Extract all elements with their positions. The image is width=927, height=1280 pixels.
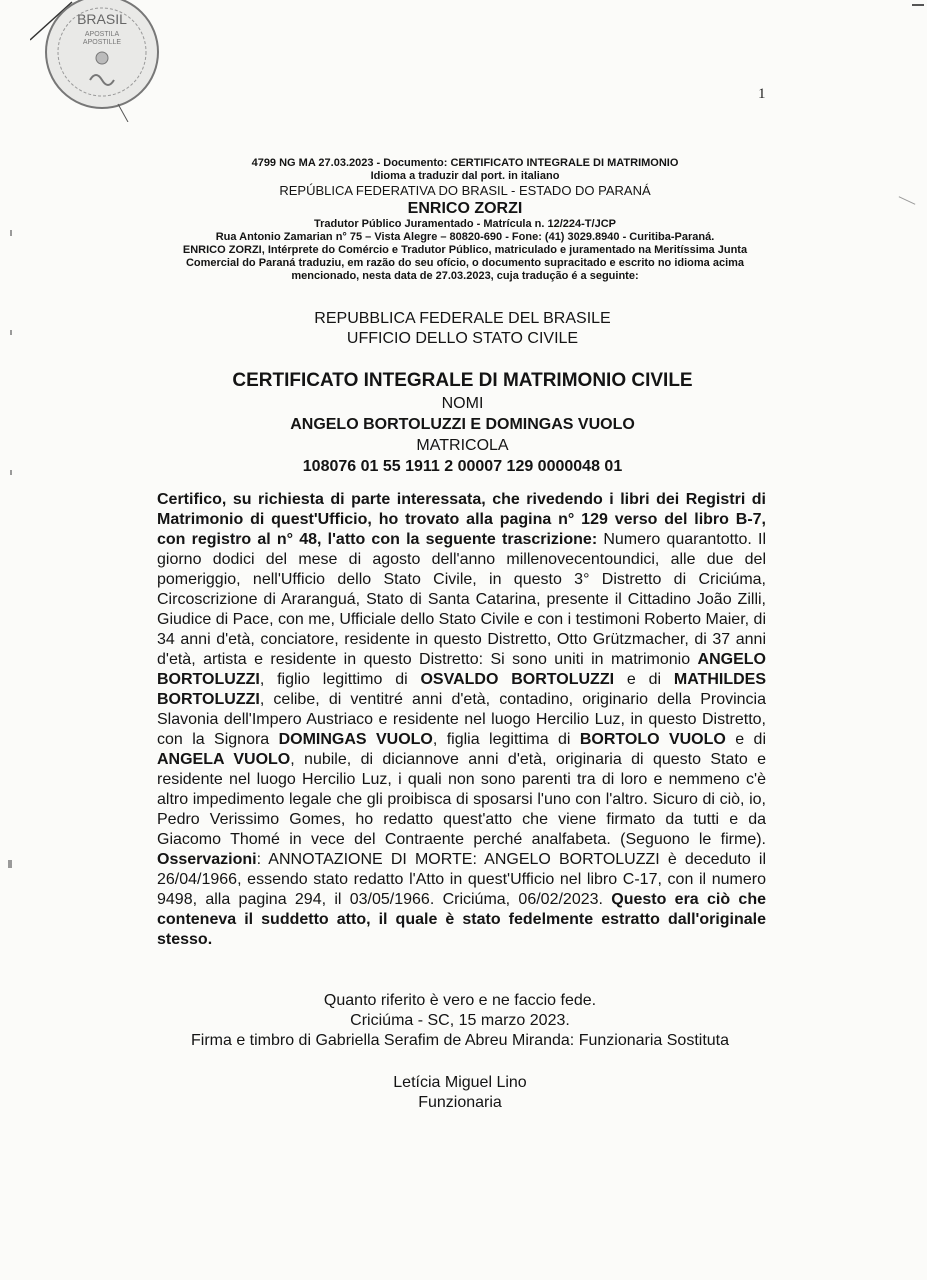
translator-address: Rua Antonio Zamarian n° 75 – Vista Alegre – 80820-690 - Fone: (41) 3029.8940 - Curitiba-Paraná. <box>215 231 715 243</box>
attestation-line: Quanto riferito è vero e ne faccio fede. <box>323 992 597 1009</box>
seal-text-brasil: BRASIL <box>77 11 127 27</box>
target-language: Idioma a traduzir dal port. in italiano <box>370 170 560 182</box>
certificate-title: CERTIFICATO INTEGRALE DI MATRIMONIO CIVILE <box>232 370 693 391</box>
page-number: 1 <box>758 86 766 102</box>
body-text-4: , celibe, di ventitré anni d'età, contadino, originario della Provincia Slavonia dell'Impero Austriaco e residente nel luogo Hercilio Luz, in questo Distretto, con la Signora <box>157 691 766 748</box>
closing-statement <box>150 991 770 1051</box>
signer-name: Letícia Miguel Lino <box>393 1074 527 1091</box>
translator-name: ENRICO ZORZI <box>407 200 523 217</box>
office-country: REPUBBLICA FEDERALE DEL BRASILE <box>314 310 611 327</box>
body-intro: Certifico, su richiesta di parte interessata, che rivedendo i libri dei Registri di Matrimonio di quest'Ufficio, ho trovato alla pagina n° 129 verso del libro B-7, con registro al n° 48, l'atto con la seguente trascrizione: <box>157 491 766 548</box>
seal-text-apostille: APOSTILLE <box>82 39 122 46</box>
translator-statement-line-3: mencionado, nesta data de 27.03.2023, cuja tradução é a seguinte: <box>291 270 639 282</box>
spouse-names: ANGELO BORTOLUZZI E DOMINGAS VUOLO <box>290 416 635 433</box>
document-reference: 4799 NG MA 27.03.2023 - Documento: CERTIFICATO INTEGRALE DI MATRIMONIO <box>251 157 679 169</box>
scan-mark-right <box>899 196 916 205</box>
certificate-body <box>157 490 766 950</box>
observations-label: Osservazioni <box>157 851 257 868</box>
place-date-line: Criciúma - SC, 15 marzo 2023. <box>350 1012 570 1029</box>
body-text-3: e di <box>614 671 674 688</box>
bride-father-name: BORTOLO VUOLO <box>579 731 726 748</box>
body-text-2: , figlio legittimo di <box>259 671 421 688</box>
office-heading <box>200 309 725 349</box>
body-text-7: , nubile, di diciannove anni d'età, originaria di questo Stato e residente nel luogo Hercilio Luz, i quali non sono parenti tra di loro e nemmeno c'è altro impedimento legale che gli proibisca di sposarsi l'uno con l'altro. Sicuro di ciò, io, Pedro Verissimo Gomes, ho redatto quest'atto che viene firmato da tutti e da Giacomo Thomé in vece del Contraente perché analfabeta. (Seguono le firme). <box>157 751 767 848</box>
bride-name: DOMINGAS VUOLO <box>278 731 433 748</box>
bride-mother-name: ANGELA VUOLO <box>157 751 291 768</box>
names-label: NOMI <box>441 395 484 412</box>
body-text-5: , figlia legittima di <box>432 731 580 748</box>
scan-mark-left-1 <box>10 230 12 236</box>
signer-role: Funzionaria <box>418 1094 502 1111</box>
scan-mark-left-2 <box>10 330 12 335</box>
body-conclusion: Questo era ciò che conteneva il suddetto atto, il quale è stato fedelmente estratto dall'originale stesso. <box>157 891 766 948</box>
signature-block <box>300 1073 620 1113</box>
scan-mark-left-4 <box>8 860 12 868</box>
apostille-seal <box>30 0 170 122</box>
translator-header <box>150 157 780 283</box>
issuing-state: REPÚBLICA FEDERATIVA DO BRASIL - ESTADO DO PARANÁ <box>279 183 651 198</box>
scan-mark-top-right <box>912 4 924 6</box>
signatory-line: Firma e timbro di Gabriella Serafim de Abreu Miranda: Funzionaria Sostituta <box>190 1032 729 1049</box>
apostille-seal-icon <box>30 0 170 122</box>
translator-statement-line-1: ENRICO ZORZI, Intérprete do Comércio e Tradutor Público, matriculado e juramentado na Meritíssima Junta <box>182 244 748 256</box>
matricola-label: MATRICOLA <box>416 437 509 454</box>
matricola-number: 108076 01 55 1911 2 00007 129 0000048 01 <box>302 458 623 475</box>
scan-mark-left-3 <box>10 470 12 475</box>
translator-statement-line-2: Comercial do Paraná traduziu, em razão do seu ofício, o documento supracitado e escrito no idioma acima <box>185 257 745 269</box>
body-text-1: Numero quarantotto. Il giorno dodici del mese di agosto dell'anno millenovecentoundici, alle due del pomeriggio, nell'Ufficio dello Stato Civile, in questo 3° Distretto di Criciúma, Circoscrizione di Araranguá, Stato di Santa Catarina, presente il Cittadino João Zilli, Giudice di Pace, con me, Ufficiale dello Stato Civile e con i testimoni Roberto Maier, di 34 anni d'età, conciatore, residente in questo Distretto, Otto Grützmacher, di 37 anni d'età, artista e residente in questo Distretto: Si sono uniti in matrimonio <box>157 531 767 668</box>
body-text-8: : ANNOTAZIONE DI MORTE: ANGELO BORTOLUZZI è deceduto il 26/04/1966, essendo stato redatto l'Atto in quest'Ufficio nel libro C-17, con il numero 9498, alla pagina 294, il 03/05/1966. Criciúma, 06/02/2023. <box>157 851 766 908</box>
groom-name: ANGELO BORTOLUZZI <box>157 651 766 688</box>
office-name: UFFICIO DELLO STATO CIVILE <box>346 330 579 347</box>
certificate-title-block <box>150 369 775 477</box>
translator-registration: Tradutor Público Juramentado - Matrícula n. 12/224-T/JCP <box>314 218 616 230</box>
groom-mother-name: MATHILDES BORTOLUZZI <box>157 671 766 708</box>
body-text-6: e di <box>725 731 767 748</box>
groom-father-name: OSVALDO BORTOLUZZI <box>420 671 615 688</box>
seal-text-apostila: APOSTILA <box>84 31 120 38</box>
